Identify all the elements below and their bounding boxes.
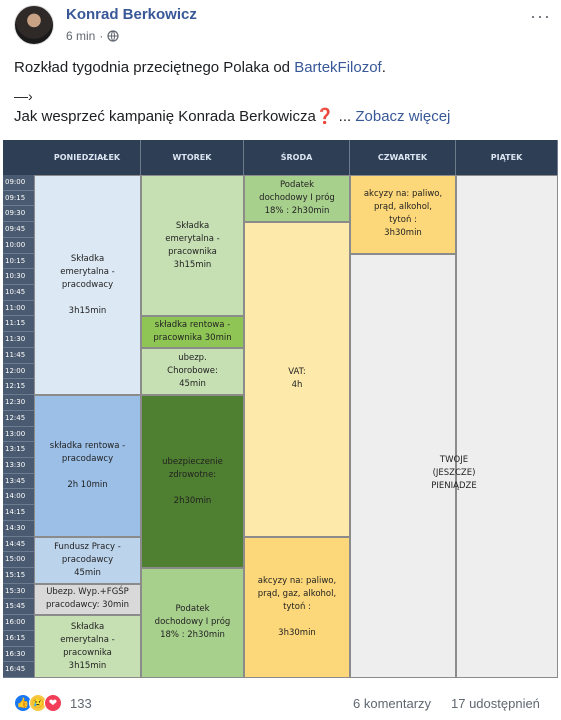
reactions-count: 133 bbox=[70, 695, 92, 711]
schedule-block: akcyzy na: paliwo, prąd, alkohol, tytoń : 3h30min bbox=[350, 175, 456, 254]
time-label: 11:15 bbox=[3, 316, 34, 332]
author-name[interactable]: Konrad Berkowicz bbox=[66, 6, 197, 23]
question-mark-icon: ❓ bbox=[315, 108, 335, 125]
author-avatar[interactable] bbox=[14, 5, 54, 45]
support-text bbox=[14, 107, 450, 127]
meta-separator: · bbox=[99, 29, 104, 43]
time-column bbox=[3, 175, 34, 678]
time-label: 15:15 bbox=[3, 568, 34, 584]
time-label: 14:45 bbox=[3, 537, 34, 553]
schedule-image[interactable] bbox=[3, 140, 558, 678]
schedule-block: akcyzy na: paliwo, prąd, gaz, alkohol, tytoń : 3h30min bbox=[244, 537, 350, 678]
schedule-block: składka rentowa - pracodawcy 2h 10min bbox=[34, 395, 141, 536]
time-label: 13:30 bbox=[3, 458, 34, 474]
schedule-block: Składka emerytalna - pracownika 3h15min bbox=[141, 175, 244, 316]
time-label: 15:30 bbox=[3, 584, 34, 600]
day-header: ŚRODA bbox=[244, 140, 350, 175]
more-options-button[interactable]: ··· bbox=[530, 6, 551, 26]
day-header: CZWARTEK bbox=[350, 140, 456, 175]
comments-count[interactable]: 6 komentarzy bbox=[353, 696, 432, 711]
schedule-block: ubezp. Chorobowe: 45min bbox=[141, 348, 244, 395]
time-label: 14:00 bbox=[3, 489, 34, 505]
reactions[interactable] bbox=[14, 694, 92, 712]
globe-icon bbox=[107, 30, 119, 42]
support-label: Jak wesprzeć kampanię Konrada Berkowicza bbox=[14, 108, 316, 125]
schedule-block: Składka emerytalna - pracownika 3h15min bbox=[34, 615, 141, 678]
day-header: PONIEDZIAŁEK bbox=[34, 140, 141, 175]
time-label: 09:15 bbox=[3, 191, 34, 207]
time-label: 12:30 bbox=[3, 395, 34, 411]
schedule-block: Podatek dochodowy I próg 18% : 2h30min bbox=[244, 175, 350, 222]
arrow-line: —› bbox=[14, 88, 33, 104]
support-ellipsis: ... bbox=[334, 108, 356, 125]
time-label: 12:45 bbox=[3, 411, 34, 427]
schedule-block: VAT: 4h bbox=[244, 222, 350, 536]
time-label: 16:15 bbox=[3, 631, 34, 647]
time-label: 12:15 bbox=[3, 379, 34, 395]
schedule-block: Ubezp. Wyp.+FGŚP pracodawcy: 30min bbox=[34, 584, 141, 615]
schedule-block: ubezpieczenie zdrowotne: 2h30min bbox=[141, 395, 244, 568]
post-text bbox=[14, 58, 386, 78]
time-label: 09:00 bbox=[3, 175, 34, 191]
schedule-block: Fundusz Pracy - pracodawcy 45min bbox=[34, 537, 141, 584]
schedule-block: składka rentowa - pracownika 30min bbox=[141, 316, 244, 347]
time-label: 14:30 bbox=[3, 521, 34, 537]
post-text-suffix: . bbox=[381, 59, 386, 76]
schedule-block: Podatek dochodowy I próg 18% : 2h30min bbox=[141, 568, 244, 678]
time-label: 10:15 bbox=[3, 254, 34, 270]
time-label: 13:45 bbox=[3, 474, 34, 490]
like-reaction-icon: 👍 bbox=[14, 694, 32, 712]
time-label: 11:00 bbox=[3, 301, 34, 317]
see-more-link[interactable]: Zobacz więcej bbox=[355, 108, 451, 125]
time-label: 11:45 bbox=[3, 348, 34, 364]
post-meta bbox=[66, 29, 119, 43]
time-label: 11:30 bbox=[3, 332, 34, 348]
time-label: 13:00 bbox=[3, 427, 34, 443]
time-label: 16:30 bbox=[3, 647, 34, 663]
time-label: 16:45 bbox=[3, 662, 34, 678]
sad-reaction-icon: 😢 bbox=[29, 694, 47, 712]
time-label: 10:45 bbox=[3, 285, 34, 301]
shares-count[interactable]: 17 udostępnień bbox=[451, 696, 540, 711]
time-label: 10:30 bbox=[3, 269, 34, 285]
time-label: 12:00 bbox=[3, 364, 34, 380]
day-header: PIĄTEK bbox=[456, 140, 558, 175]
time-label: 16:00 bbox=[3, 615, 34, 631]
free-money-label: TWOJE (JESZCZE) PIENIĄDZE bbox=[431, 455, 477, 492]
post-time[interactable]: 6 min bbox=[66, 29, 96, 43]
time-label: 09:45 bbox=[3, 222, 34, 238]
day-header: WTOREK bbox=[141, 140, 244, 175]
time-label: 15:00 bbox=[3, 552, 34, 568]
schedule-block: Składka emerytalna - pracodwacy 3h15min bbox=[34, 175, 141, 395]
mention-link[interactable]: BartekFilozof bbox=[294, 59, 382, 76]
time-label: 09:30 bbox=[3, 206, 34, 222]
time-label: 10:00 bbox=[3, 238, 34, 254]
time-label: 13:15 bbox=[3, 442, 34, 458]
time-label: 15:45 bbox=[3, 599, 34, 615]
time-label: 14:15 bbox=[3, 505, 34, 521]
love-reaction-icon: ❤ bbox=[44, 694, 62, 712]
post-text-prefix: Rozkład tygodnia przeciętnego Polaka od bbox=[14, 59, 295, 76]
